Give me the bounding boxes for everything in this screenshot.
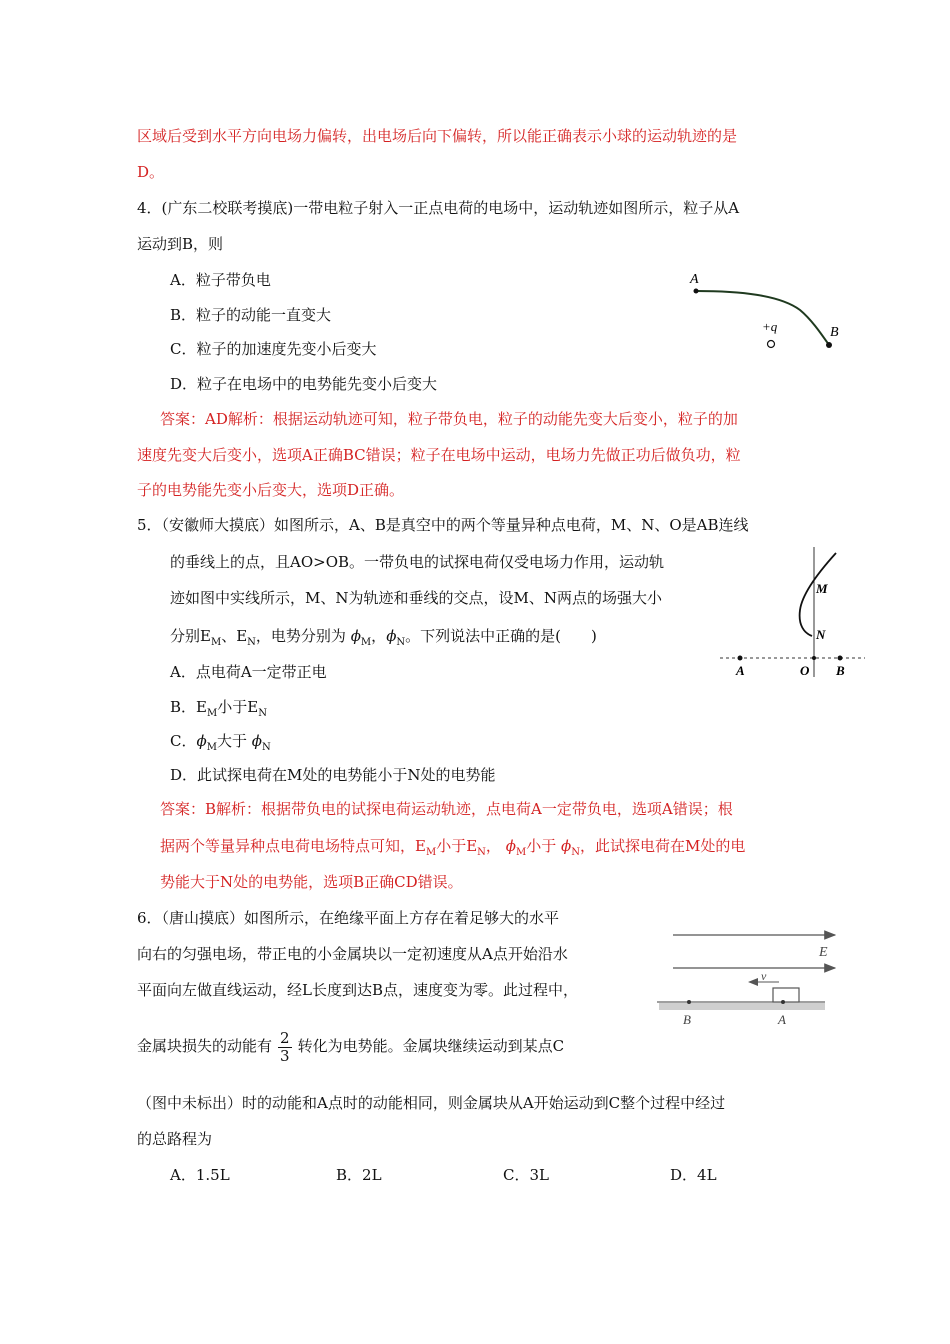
- q5-ans2-a: 据两个等量异种点电荷电场特点可知，E: [160, 837, 426, 855]
- q6-stem-line4: [137, 1026, 564, 1066]
- q6-fig-label-b: B: [683, 1012, 691, 1027]
- answer-continuation-line2: D。: [137, 163, 165, 181]
- q4-answer-line1: 答案：AD解析：根据运动轨迹可知，粒子带负电，粒子的动能先变大后变小，粒子的加: [160, 410, 738, 428]
- q4-fig-label-a: A: [690, 272, 699, 287]
- q5-optb-sub-n: N: [258, 708, 267, 719]
- q5-ans2-sub-n: N: [477, 847, 486, 858]
- fraction-numerator: 2: [280, 1028, 290, 1047]
- phi-symbol: ϕ: [560, 837, 572, 855]
- field-label-e: E: [819, 945, 828, 960]
- q4-answer-line2: 速度先变大后变小，选项A正确BC错误；粒子在电场中运动，电场力先做正功后做负功，粒: [137, 446, 741, 464]
- answer-continuation-line1: 区域后受到水平方向电场力偏转，出电场后向下偏转，所以能正确表示小球的运动轨迹的是: [137, 127, 738, 145]
- q6-field-figure: [655, 922, 840, 1032]
- q5-fig-label-m: M: [816, 581, 828, 596]
- q6-fig-label-a: A: [778, 1012, 786, 1027]
- q5-ans2-phi-sub-n: N: [571, 847, 580, 858]
- q4-stem-line1: 4．(广东二校联考摸底)一带电粒子射入一正点电荷的电场中，运动轨迹如图所示，粒子从A: [137, 199, 740, 217]
- phi-symbol: ϕ: [386, 627, 397, 645]
- q4-fig-label-q: +q: [762, 319, 778, 334]
- q6-stem-line5: （图中未标出）时的动能和A点时的动能相同，则金属块从A开始运动到C整个过程中经过: [137, 1094, 726, 1112]
- phi-symbol: ϕ: [505, 837, 516, 855]
- q5-sub-n: N: [247, 637, 256, 648]
- q5-optc-sub-n: N: [262, 742, 271, 753]
- phi-symbol: ϕ: [251, 732, 262, 750]
- q5-stem4-c: 、E: [221, 627, 248, 645]
- q6-stem-line6: 的总路程为: [137, 1130, 213, 1148]
- q5-ans2-e: ，此试探电荷在M处的电: [579, 837, 746, 855]
- q5-optb-text: 小于E: [217, 698, 259, 716]
- q5-fig-label-a: A: [736, 663, 745, 678]
- q5-ans2-b: 小于E: [436, 837, 478, 855]
- q5-phi-sub-n: N: [396, 637, 406, 648]
- phi-symbol: ϕ: [196, 732, 207, 750]
- point-a-dot: [694, 289, 699, 294]
- fraction-denominator: 3: [280, 1046, 290, 1065]
- velocity-label-v: v: [761, 969, 767, 983]
- q5-option-d: D．此试探电荷在M处的电势能小于N处的电势能: [170, 766, 496, 784]
- q5-answer-line3: 势能大于N处的电势能，选项B正确CD错误。: [160, 873, 463, 891]
- q5-fig-label-o: O: [800, 663, 810, 678]
- q4-option-d: D．粒子在电场中的电势能先变小后变大: [170, 375, 438, 393]
- q5-optc-text: 大于: [216, 732, 247, 750]
- metal-block: [773, 988, 799, 1002]
- q4-fig-label-b: B: [830, 325, 839, 340]
- q6-stem4-b: 转化为电势能。金属块继续运动到某点C: [297, 1037, 565, 1055]
- q5-sub-m: M: [210, 637, 222, 648]
- q4-trajectory-figure: [680, 265, 850, 360]
- q6-stem-line3: 平面向左做直线运动，经L长度到达B点，速度变为零。此过程中，: [137, 981, 578, 999]
- q5-fig-label-b: B: [836, 663, 845, 678]
- q5-stem-line3: 迹如图中实线所示，M、N为轨迹和垂线的交点，设M、N两点的场强大小: [170, 589, 662, 607]
- q5-phi-sub-m: M: [360, 637, 372, 648]
- q5-stem4-f: 。下列说法中正确的是( ): [405, 627, 597, 645]
- q5-sep: ，: [371, 627, 387, 645]
- q5-optb-e: B．E: [170, 698, 207, 716]
- q4-option-b: B．粒子的动能一直变大: [170, 306, 332, 324]
- q5-option-c: [170, 731, 271, 758]
- q5-ans2-d: 小于: [526, 837, 557, 855]
- point-o-dot: [812, 656, 816, 660]
- q6-stem-line1: 6．（唐山摸底）如图所示，在绝缘平面上方存在着足够大的水平: [137, 909, 560, 927]
- charge-circle: [768, 341, 775, 348]
- q5-stem-line2: 的垂线上的点，且AO>OB。一带负电的试探电荷仅受电场力作用，运动轨: [170, 553, 665, 571]
- q6-stem4-a: 金属块损失的动能有: [137, 1037, 273, 1055]
- point-a-dot: [781, 1000, 785, 1004]
- q5-stem-line1: 5．（安徽师大摸底）如图所示，A、B是真空中的两个等量异种点电荷，M、N、O是AB连线: [137, 516, 749, 534]
- q5-optc-sub-m: M: [206, 742, 217, 753]
- q6-option-d: D．4L: [670, 1166, 717, 1184]
- plane-hatching: [659, 1003, 825, 1010]
- fraction-two-thirds: [278, 1030, 292, 1065]
- q5-answer-line1: 答案：B解析：根据带负电的试探电荷运动轨迹，点电荷A一定带负电，选项A错误；根: [160, 800, 733, 818]
- q4-option-c: C．粒子的加速度先变小后变大: [170, 340, 377, 358]
- q4-stem-line2: 运动到B，则: [137, 235, 224, 253]
- q6-option-b: B．2L: [336, 1166, 382, 1184]
- q5-stem-line4: [170, 626, 597, 653]
- trajectory-curve: [696, 291, 829, 345]
- q5-ans2-c: ，: [485, 837, 501, 855]
- q4-answer-line3: 子的电势能先变小后变大，选项D正确。: [137, 481, 405, 499]
- q5-fig-label-n: N: [816, 627, 826, 642]
- q5-optc-label: C．: [170, 732, 197, 750]
- point-a-dot: [738, 656, 743, 661]
- q5-optb-sub-m: M: [206, 708, 218, 719]
- q6-stem-line2: 向右的匀强电场，带正电的小金属块以一定初速度从A点开始沿水: [137, 945, 568, 963]
- phi-symbol: ϕ: [350, 627, 361, 645]
- q4-option-a: A．粒子带负电: [170, 271, 271, 289]
- q5-option-b: [170, 697, 267, 724]
- q5-option-a: A．点电荷A一定带正电: [170, 663, 327, 681]
- point-b-dot: [826, 342, 832, 348]
- q5-ans2-sub-m: M: [425, 847, 437, 858]
- q5-stem4-e: ，电势分别为: [255, 627, 351, 645]
- q6-option-a: A．1.5L: [170, 1166, 230, 1184]
- q5-stem4-a: 分别E: [170, 627, 211, 645]
- point-b-dot: [838, 656, 843, 661]
- q6-option-c: C．3L: [503, 1166, 549, 1184]
- point-b-dot: [687, 1000, 691, 1004]
- q5-dipole-figure: [720, 545, 870, 680]
- q5-ans2-phi-sub-m: M: [515, 847, 527, 858]
- q5-answer-line2: [160, 836, 745, 863]
